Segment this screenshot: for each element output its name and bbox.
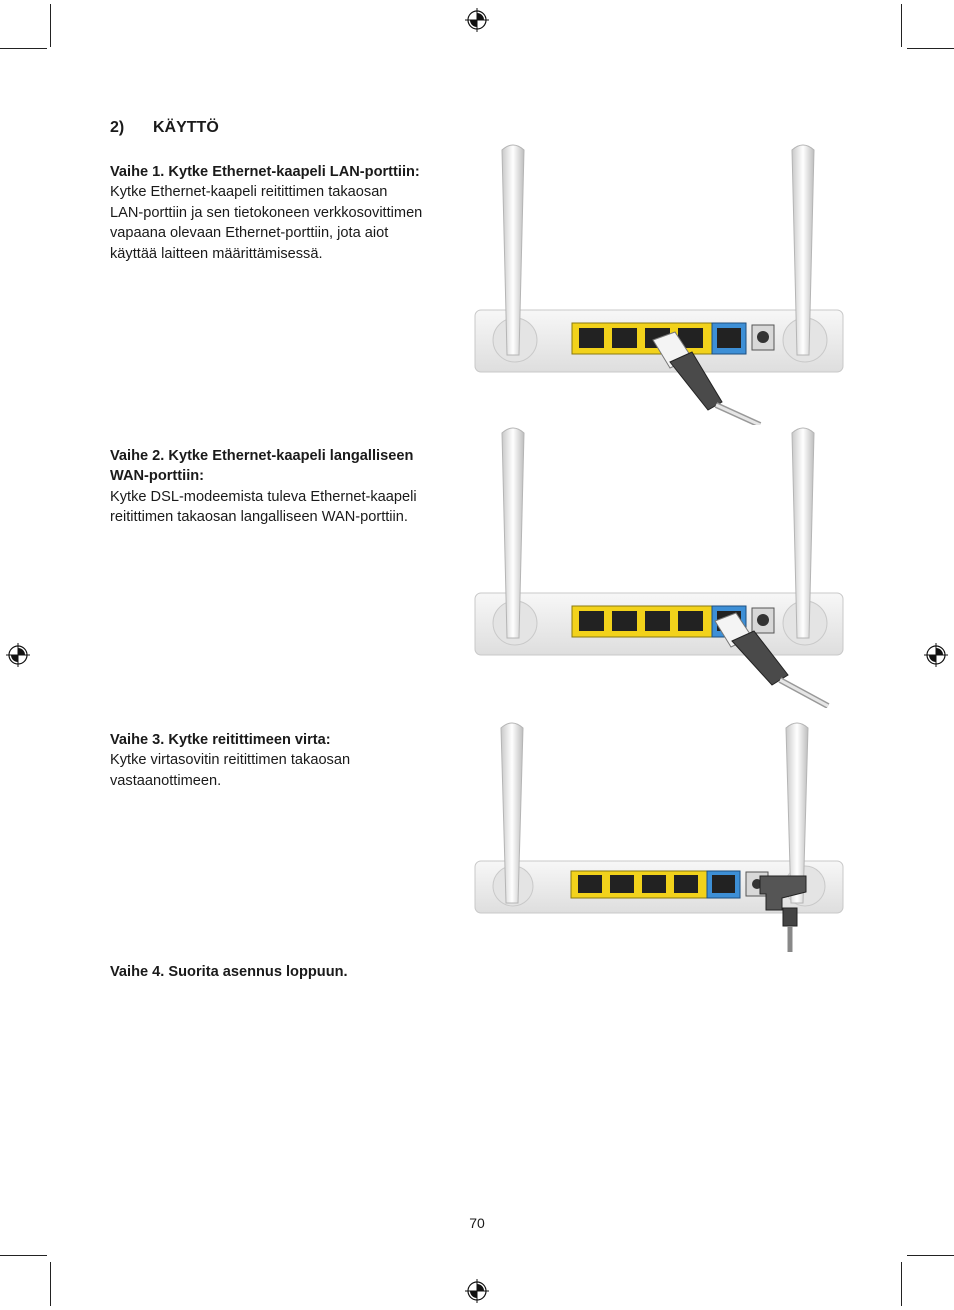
step-text-line: reitittimen takaosan langalliseen WAN-porttiin. <box>110 509 408 526</box>
registration-mark-icon <box>6 643 30 667</box>
registration-mark-icon <box>465 8 489 32</box>
router-power-illustration <box>470 718 850 953</box>
section-title: KÄYTTÖ <box>153 119 219 136</box>
step-text-line: LAN-porttiin ja sen tietokoneen verkkosovittimen <box>110 204 423 221</box>
crop-mark <box>901 1262 902 1306</box>
registration-mark-icon <box>465 1279 489 1303</box>
crop-mark <box>901 4 902 47</box>
router-wan-illustration <box>470 423 850 708</box>
crop-mark <box>0 48 47 49</box>
step-4 <box>110 962 465 982</box>
step-1 <box>110 162 465 264</box>
step-heading: Vaihe 3. Kytke reitittimeen virta: <box>110 732 331 748</box>
section-heading <box>110 119 219 137</box>
step-text-line: käyttää laitteen määrittämisessä. <box>110 245 323 262</box>
step-3 <box>110 730 465 791</box>
crop-mark <box>907 1255 954 1256</box>
crop-mark <box>50 1262 51 1306</box>
step-heading-line: Vaihe 2. Kytke Ethernet-kaapeli langalliseen <box>110 448 414 464</box>
page-number: 70 <box>469 1215 485 1231</box>
crop-mark <box>907 48 954 49</box>
step-text-line: Kytke DSL-modeemista tuleva Ethernet-kaapeli <box>110 488 417 505</box>
step-text-line: Kytke virtasovitin reitittimen takaosan <box>110 752 351 769</box>
step-text-line: vastaanottimeen. <box>110 772 222 789</box>
crop-mark <box>50 4 51 47</box>
step-heading: Vaihe 1. Kytke Ethernet-kaapeli LAN-porttiin: <box>110 164 420 180</box>
section-number: 2) <box>110 119 125 136</box>
crop-mark <box>0 1255 47 1256</box>
step-text-line: Kytke Ethernet-kaapeli reitittimen takaosan <box>110 184 388 201</box>
step-text-line: vapaana olevaan Ethernet-porttiin, jota aiot <box>110 225 389 242</box>
router-lan-illustration <box>470 140 850 425</box>
step-heading-line: WAN-porttiin: <box>110 468 205 485</box>
step-heading: Vaihe 4. Suorita asennus loppuun. <box>110 964 348 980</box>
registration-mark-icon <box>924 643 948 667</box>
step-2 <box>110 446 465 528</box>
